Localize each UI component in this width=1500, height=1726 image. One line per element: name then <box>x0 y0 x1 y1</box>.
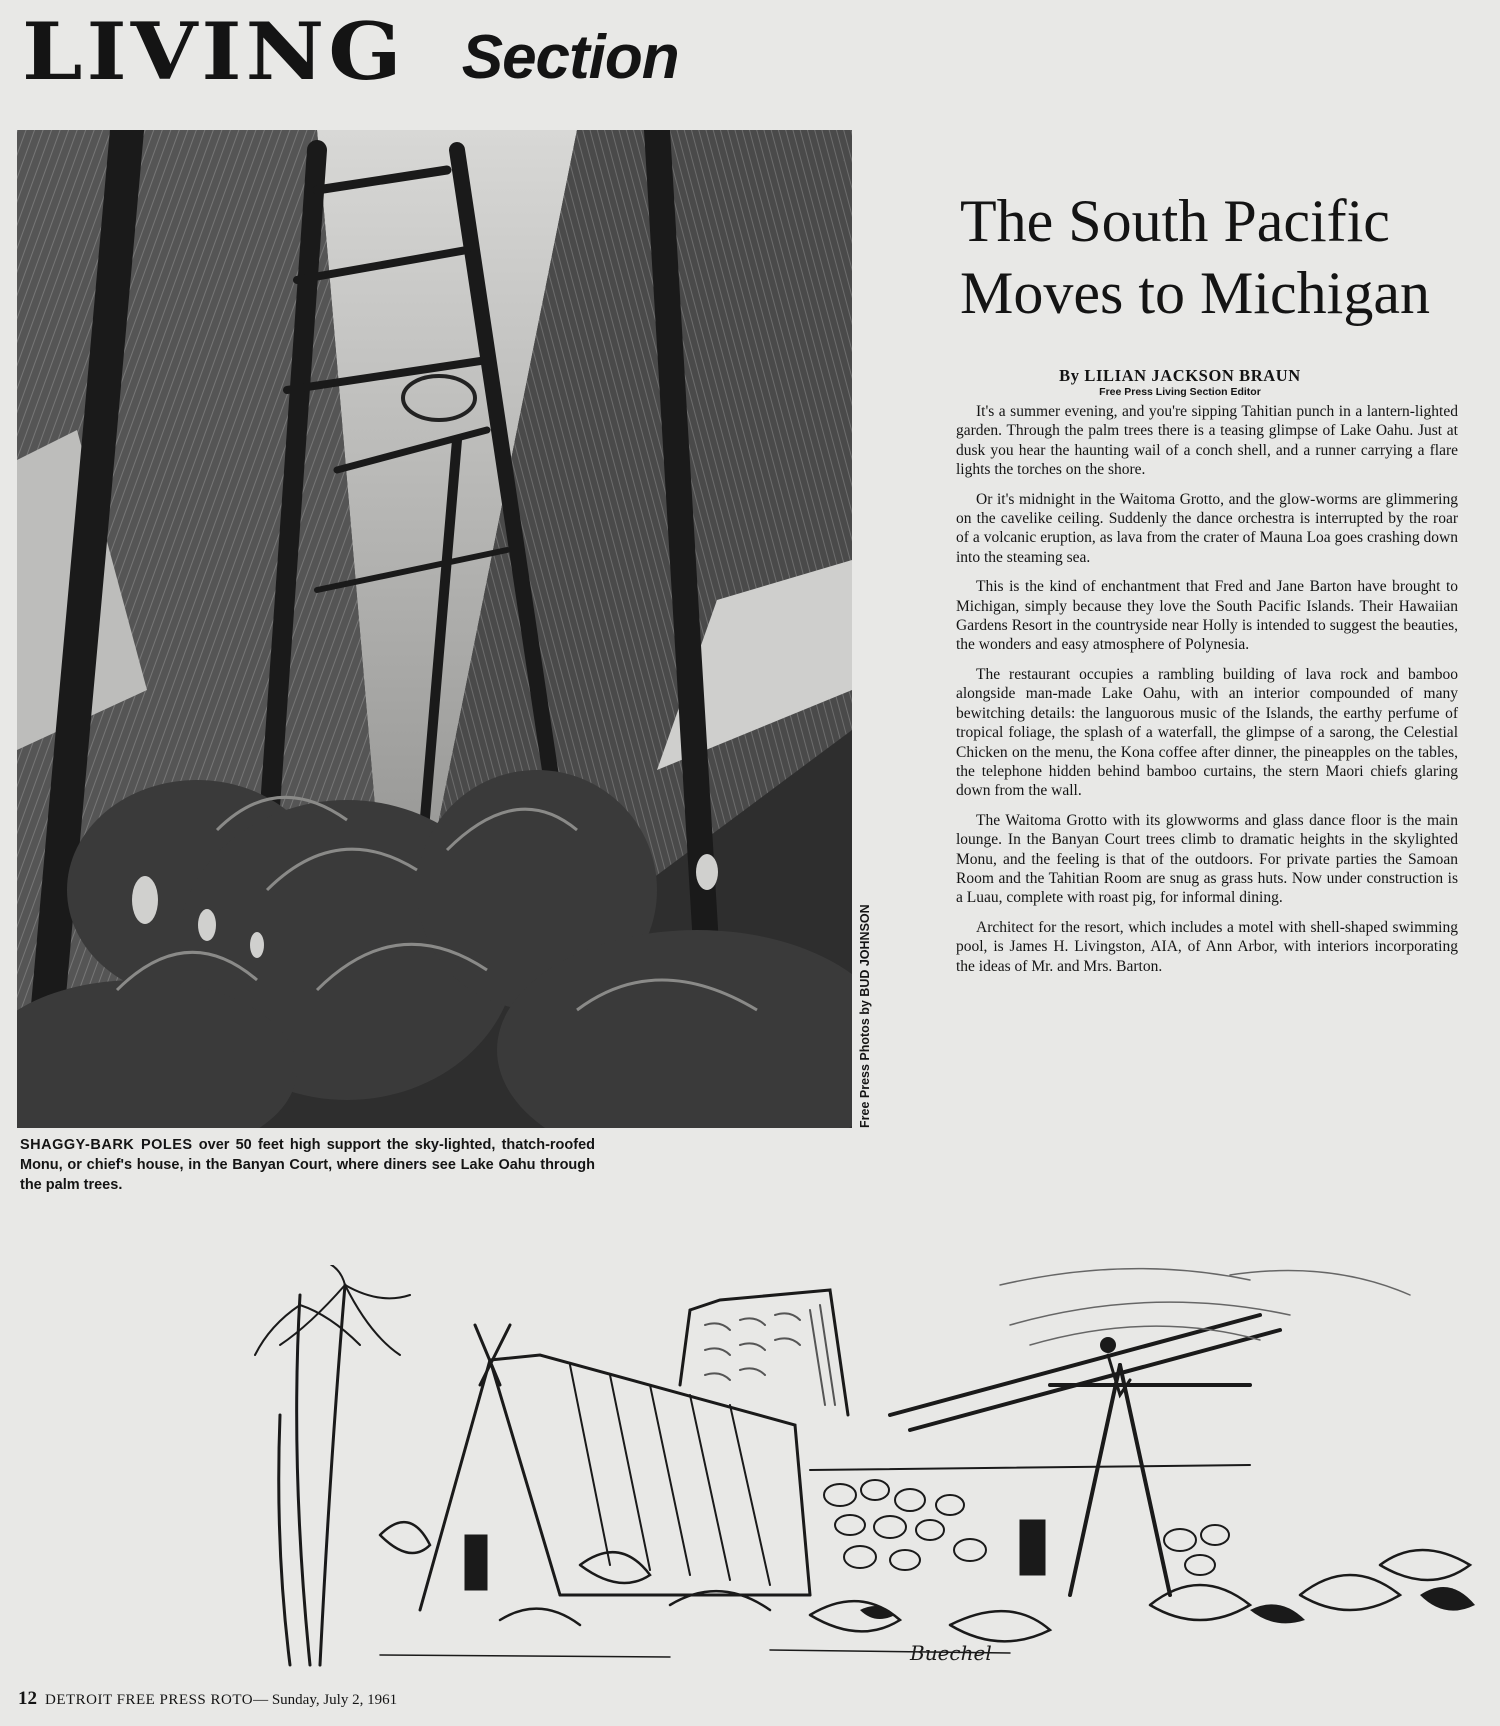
headline <box>960 185 1480 329</box>
article-paragraph: The Waitoma Grotto with its glowworms and glass dance floor is the main lounge. In the Banyan Court trees climb to dramatic heights in the skylighted Monu, and the feeling is that of the outdoors. For private parties the Samoan Room and the Tahitian Room are snug as grass huts. Now under construction is a Luau, complete with roast pig, for informal dining. <box>956 811 1458 907</box>
article-paragraph: Architect for the resort, which includes a motel with shell-shaped swimming pool, is James H. Livingston, AIA, of Ann Arbor, with interiors incorporating the ideas of Mr. and Mrs. Barton. <box>956 918 1458 975</box>
publication-name: DETROIT FREE PRESS ROTO <box>45 1692 254 1708</box>
headline-line-2: Moves to Michigan <box>960 260 1430 326</box>
caption-text: over 50 feet high support the sky-lighted, thatch-roofed Monu, or chief's house, in the Banyan Court, where diners see Lake Oahu through the palm trees. <box>20 1137 596 1193</box>
article-paragraph: It's a summer evening, and you're sipping Tahitian punch in a lantern-lighted garden. Through the palm trees there is a teasing glimpse of Lake Oahu. Just at dusk you hear the haunting wail of a conch shell, and a runner carrying a flare lights the torches on the shore. <box>956 403 1458 479</box>
masthead-living: LIVING <box>22 5 406 99</box>
page-footer <box>18 1688 397 1710</box>
article-body <box>956 402 1458 986</box>
headline-line-1: The South Pacific <box>960 188 1390 254</box>
byline-name: By LILIAN JACKSON BRAUN <box>1059 366 1301 385</box>
resort-sketch-illustration <box>250 1265 1490 1675</box>
masthead <box>22 6 679 106</box>
photo-caption <box>20 1135 595 1195</box>
caption-lead: SHAGGY-BARK POLES <box>20 1137 193 1153</box>
article-paragraph: This is the kind of enchantment that Fred and Jane Barton have brought to Michigan, simply because they love the South Pacific Islands. Their Hawaiian Gardens Resort in the countryside near Holly is intended to suggest the beauties, the wonders and easy atmosphere of Polynesia. <box>956 578 1458 654</box>
byline <box>880 366 1480 398</box>
page-number: 12 <box>18 1688 37 1709</box>
banyan-court-photo <box>17 130 852 1128</box>
article-paragraph: The restaurant occupies a rambling building of lava rock and bamboo alongside man-made Lake Oahu, with an interior compounded of many bewitching details: the languorous music of the Islands, the earthy perfume of tropical foliage, the splash of a waterfall, the glimpse of a sarong, the Celestial Chicken on the menu, the Kona coffee after dinner, the pineapples on the tables, the telephone hidden behind bamboo curtains, the stern Maori chiefs glaring down from the wall. <box>956 665 1458 800</box>
photo-credit: Free Press Photos by BUD JOHNSON <box>858 904 872 1128</box>
illustration-signature: Buechel <box>910 1641 992 1665</box>
masthead-section: Section <box>461 23 679 92</box>
byline-role: Free Press Living Section Editor <box>1099 386 1261 398</box>
article-paragraph: Or it's midnight in the Waitoma Grotto, and the glow-worms are glimmering on the cavelike ceiling. Suddenly the dance orchestra is interrupted by the roar of a volcanic eruption, as lava from the crater of Mauna Loa goes crashing down into the steaming sea. <box>956 490 1458 566</box>
publication-date: — Sunday, July 2, 1961 <box>253 1692 398 1708</box>
